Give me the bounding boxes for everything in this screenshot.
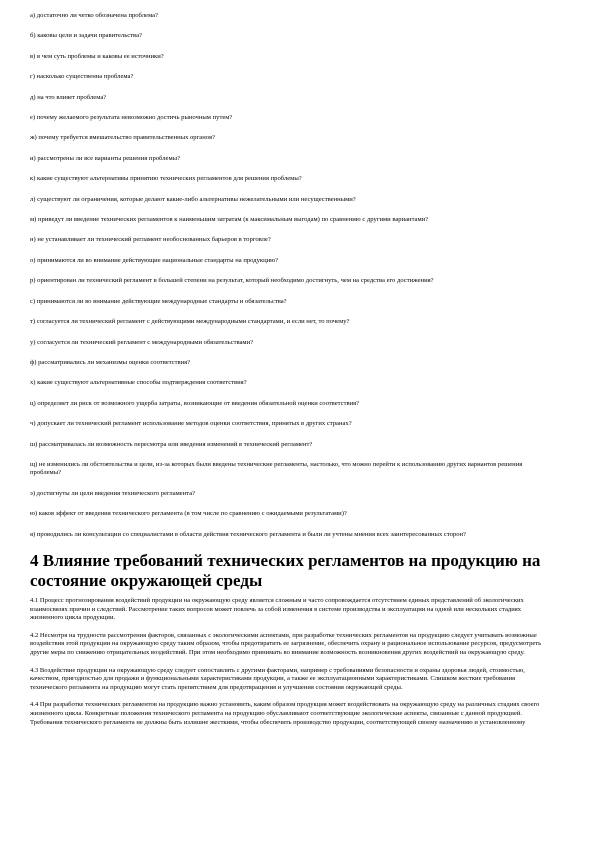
list-item: я) проводились ли консультации со специалистами в области действия технического регламента и были ли учтены мнения всех заинтересованных сторон? [30, 530, 466, 538]
list-item: х) какие существуют альтернативные способы подтверждения соответствия? [30, 379, 247, 387]
list-item: ж) почему требуется вмешательство правительственных органов? [30, 134, 216, 142]
list-item: л) существуют ли ограничения, которые делают какие-либо альтернативы нежелательными или несущественными? [30, 195, 356, 203]
questions-list [30, 12, 550, 539]
list-item: ф) рассматривались ли механизмы оценки соответствия? [30, 358, 191, 366]
list-item: т) согласуется ли технический регламент с действующими международными стандартами, и если нет, то почему? [30, 318, 350, 326]
paragraph: 4.1 Процесс прогнозирования воздействий продукции на окружающую среду является сложным и часто сопровождается отсутствием единых представлений об экологических взаимосвязях причин и следствий. Рассмотрение таких вопросов может повлечь за собой изменения в системе производства и эксплуатации на одной или нескольких стадиях жизненного цикла продукции. [30, 596, 524, 622]
document-page [30, 12, 550, 736]
list-item: н) не устанавливает ли технический регламент необоснованных барьеров в торговле? [30, 236, 271, 244]
paragraph: 4.4 При разработке технических регламентов на продукцию важно установить, каким образом продукция может воздействовать на окружающую среду на различных стадиях своего жизненного цикла. Конкретные положения технического регламента на продукцию обуславливают соответствующие экологические аспекты, связанные с данной продукцией. Требования технического регламента не должны быть излишне жесткими, чтобы обеспечить производство продукции, соответствующей своему назначению и установленному [30, 701, 540, 726]
list-item: ю) каков эффект от введения технического регламента (в том числе по сравнению с ожидаемыми результатами)? [30, 510, 347, 518]
list-item: г) насколько существенна проблема? [30, 73, 134, 81]
list-item: а) достаточно ли четко обозначена проблема? [30, 12, 158, 19]
list-item: в) в чем суть проблемы и каковы ее источники? [30, 52, 164, 60]
list-item: щ) не изменились ли обстоятельства и цели, из-за которых были введены технические регламенты, настолько, что можно перейти к использованию других вариантов решения проблемы? [30, 460, 523, 477]
list-item: к) какие существуют альтернативы принятию технических регламентов для решения проблемы? [30, 175, 302, 183]
list-item: д) на что влияет проблема? [30, 93, 107, 101]
paragraph: 4.2 Несмотря на трудности рассмотрения факторов, связанных с экологическими аспектами, при разработке технических регламентов на продукцию следует учитывать возможные воздействия этой продукции на окружающую среду таким образом, чтобы предотвратить ее загрязнение, обеспечить охрану и рациональное использование ресурсов, предусмотреть другие меры по снижению отрицательных воздействий. При этом необходимо принимать во внимание возможность возникновения других воздействий на окружающую среду. [30, 631, 542, 656]
list-item: ц) определяет ли риск от возможного ущерба затраты, возникающие от введения обязательной оценки соответствия? [30, 399, 360, 407]
list-item: ч) допускает ли технический регламент использование методов оценки соответствия, принятых в других странах? [30, 420, 352, 428]
list-item: и) рассмотрены ли все варианты решения проблемы? [30, 154, 180, 162]
list-item: у) согласуется ли технический регламент с международными обязательствами? [30, 338, 254, 346]
paragraph: 4.3 Воздействие продукции на окружающую среду следует сопоставлять с другими факторами, например с требованиями безопасности и охраны здоровья людей, стоимостью, качеством, пригодностью для продажи и функциональными характеристиками продукции, а также ее эксплуатационными характеристиками. Слишком жесткие требования технического регламента на продукцию могут стать препятствием для предотвращения и улучшения состояния окружающей среды. [30, 666, 525, 691]
list-item: о) принимаются ли во внимание действующие национальные стандарты на продукцию? [30, 256, 279, 264]
list-item: е) почему желаемого результата невозможно достичь рыночным путем? [30, 114, 233, 122]
list-item: э) достигнуты ли цели введения технического регламента? [30, 489, 196, 497]
section-heading: 4 Влияние требований технических регламентов на продукцию на состояние окружающей среды [30, 550, 541, 590]
list-item: м) приведут ли введение технических регламентов к наименьшим затратам (к максимальным выгодам) по сравнению с другими вариантами? [30, 216, 429, 224]
list-item: ш) рассматривалась ли возможность пересмотра или введения изменений в технический регламент? [30, 440, 313, 448]
list-item: с) принимаются ли во внимание действующие международные стандарты и обязательства? [30, 297, 287, 305]
list-item: р) ориентирован ли технический регламент в большей степени на результат, который необходимо достигнуть, чем на средства его достижения? [30, 277, 434, 285]
list-item: б) каковы цели и задачи правительства? [30, 32, 142, 40]
